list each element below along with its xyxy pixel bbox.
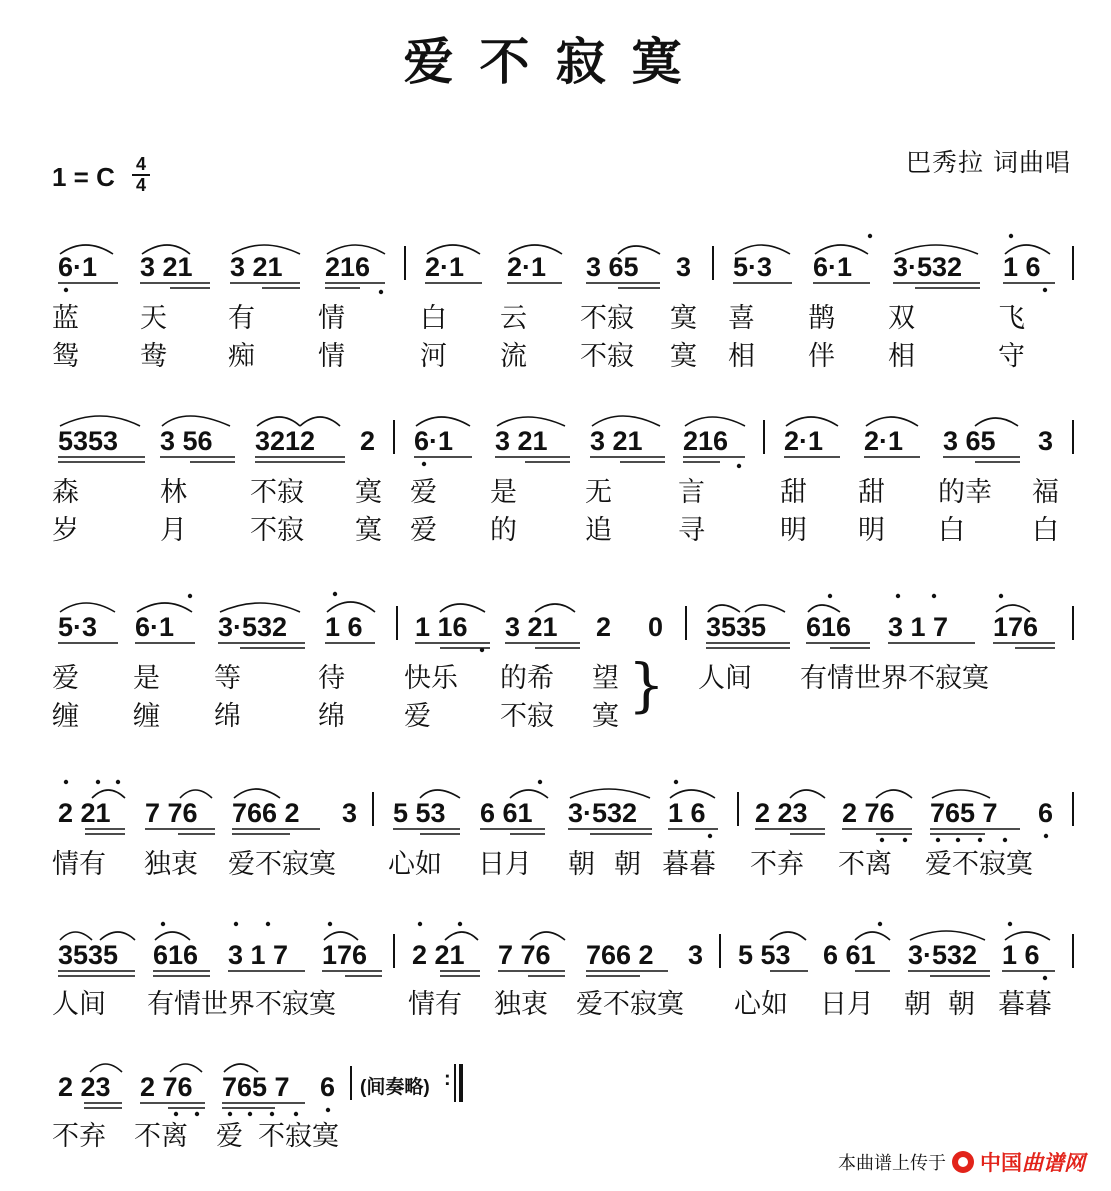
note-group: 3 [342,798,358,828]
note-group: 2·1 [425,252,465,282]
lyric: 是 [490,477,517,508]
lyrics-verse-1 [0,982,1111,1020]
lyric: 不弃 [750,849,804,880]
note-group: 3 56 [160,426,213,456]
note-group: 3 [688,940,704,970]
note-group: 3 21 [495,426,548,456]
note-group: 2 23 [58,1072,111,1102]
note-group: 6 61 [823,940,876,970]
note-group: 3 1 7 [228,940,289,970]
note-group: 6·1 [135,612,175,642]
note-group: 3 21 [505,612,558,642]
lyric: 绵 [214,701,241,732]
lyric: 岁 [52,515,79,546]
notes-row-4 [0,774,1111,828]
lyric: 的希 [500,663,554,694]
note-group: 7 76 [145,798,198,828]
note-group: 3 65 [586,252,639,282]
note-group: 766 2 [232,798,300,828]
lyric: 是 [133,663,160,694]
note-group: 2·1 [864,426,904,456]
note-group: 176 [993,612,1039,642]
logo-text-part-2: 曲谱网 [1022,1151,1085,1175]
lyric: 相 [728,341,755,372]
note-group: 216 [683,426,729,456]
lyric: 言 [678,477,705,508]
lyric: 相 [888,341,915,372]
lyric: 甜 [780,477,807,508]
note-group: 3535 [58,940,119,970]
note-group: 2 [596,612,612,642]
lyric: 绵 [318,701,345,732]
lyrics-verse-1 [0,296,1111,334]
lyric: 爱不寂寞 [925,849,1033,880]
lyric: 情 [318,303,345,334]
site-logo-icon [952,1151,974,1173]
note-group: 6·1 [813,252,853,282]
lyric: 鹊 [808,303,835,334]
lyric: 不寂 [250,477,304,508]
lyric: 快乐 [404,663,458,694]
lyric: 鸳 [52,341,79,372]
note-group: 3·532 [908,940,978,970]
note-group: 2 76 [842,798,895,828]
interlude-note: (间奏略) [360,1077,430,1098]
lyrics-verse-2 [0,334,1111,372]
note-group: 2·1 [507,252,547,282]
note-group: 5·3 [733,252,773,282]
lyric: 的幸 [938,477,992,508]
lyric: 日月 [820,989,874,1020]
key-signature: 1 = C [52,162,115,192]
lyric: 情 [318,341,345,372]
note-group: 3 [676,252,692,282]
lyric: 甜 [858,477,885,508]
lyric: 寞 [670,303,697,334]
lyrics-verse-1 [0,470,1111,508]
lyric: 白 [420,303,447,334]
lyric: 独衷 [144,849,198,880]
lyric: 不寂寞 [258,1121,339,1152]
lyric: 爱 [52,663,79,694]
lyric: 不离 [134,1121,188,1152]
lyric: 喜 [728,303,755,334]
verse-brace: } [628,651,665,719]
lyric: 寞 [355,515,382,546]
lyric: 流 [500,341,527,372]
note-group: 1 6 [1003,252,1041,282]
note-group: 3 [1038,426,1054,456]
time-signature [131,155,151,195]
notes-row-5 [0,916,1111,970]
lyric: 守 [998,341,1025,372]
lyric: 林 [160,477,187,508]
lyric: 不离 [838,849,892,880]
upload-text: 本曲谱上传于 [838,1153,946,1174]
lyric: 等 [214,663,241,694]
lyric: 河 [420,341,447,372]
repeat-dots: : [444,1068,451,1090]
note-group: 1 6 [325,612,363,642]
note-group: 616 [153,940,199,970]
lyric: 云 [500,303,527,334]
note-group: 1 6 [1002,940,1040,970]
lyric: 明 [858,515,885,546]
lyric: 伴 [808,341,835,372]
note-group: 3 21 [140,252,193,282]
note-group: 1 16 [415,612,468,642]
lyric: 缠 [52,701,79,732]
lyric: 寞 [592,701,619,732]
note-group: 3·532 [893,252,963,282]
lyrics-verse-1 [0,656,1111,694]
note-group: 3·532 [568,798,638,828]
lyric: 朝 [904,989,931,1020]
notes-row-6 [0,1048,1111,1102]
note-group: 3 21 [230,252,283,282]
note-group: 765 7 [930,798,998,828]
lyric: 朝 [568,849,595,880]
note-group: 616 [806,612,852,642]
note-group: 216 [325,252,371,282]
lyric: 有情世界不寂寞 [800,663,989,694]
lyric: 有情世界不寂寞 [147,989,336,1020]
note-group: 5·3 [58,612,98,642]
note-group: 6·1 [58,252,98,282]
lyric: 痴 [228,341,255,372]
lyric: 不寂 [250,515,304,546]
lyric: 无 [585,477,612,508]
lyric: 朝 [614,849,641,880]
lyrics-verse-1 [0,1114,1111,1152]
lyric: 不弃 [52,1121,106,1152]
lyric: 独衷 [494,989,548,1020]
note-group: 5353 [58,426,119,456]
lyrics-verse-1 [0,842,1111,880]
lyric: 寞 [355,477,382,508]
lyric: 情有 [408,989,462,1020]
note-group: 176 [322,940,368,970]
lyric: 明 [780,515,807,546]
note-group: 5 53 [738,940,791,970]
lyric: 不寂 [500,701,554,732]
lyric: 福 [1032,477,1059,508]
lyric: 寻 [678,515,705,546]
note-group: 6·1 [414,426,454,456]
note-group: 6 [1038,798,1054,828]
note-group: 2 [360,426,376,456]
lyric: 人间 [698,663,752,694]
lyric: 鸯 [140,341,167,372]
lyric: 追 [585,515,612,546]
note-group: 766 2 [586,940,654,970]
note-group: 3 1 7 [888,612,949,642]
song-title: 爱不寂寞 [403,32,708,91]
time-signature-bottom: 4 [135,175,146,195]
lyric: 爱 [404,701,431,732]
time-signature-top: 4 [135,154,146,174]
lyric: 朝 [948,989,975,1020]
lyric: 人间 [52,989,106,1020]
lyric: 望 [592,663,619,694]
lyric: 情有 [52,849,106,880]
lyric: 不寂 [580,303,634,334]
lyric: 月 [160,515,187,546]
notes-row-2 [0,402,1111,456]
lyric: 爱 [410,477,437,508]
lyric: 飞 [998,303,1025,334]
lyric: 暮暮 [662,849,716,880]
lyric: 天 [140,303,167,334]
note-group: 7 76 [498,940,551,970]
note-group: 3535 [706,612,767,642]
lyric: 寞 [670,341,697,372]
note-group: 3 21 [590,426,643,456]
note-group: 2 21 [412,940,465,970]
lyric: 的 [490,515,517,546]
note-group: 2 21 [58,798,111,828]
lyric: 有 [228,303,255,334]
lyric: 日月 [478,849,532,880]
lyric: 爱 [216,1121,243,1152]
notes-row-1 [0,228,1111,282]
lyric: 心如 [734,989,788,1020]
note-group: 3 65 [943,426,996,456]
lyric: 不寂 [580,341,634,372]
lyric: 暮暮 [998,989,1052,1020]
note-group: 5 53 [393,798,446,828]
lyric: 待 [318,663,345,694]
note-group: 2 23 [755,798,808,828]
logo-text-part-1: 中国 [980,1151,1022,1175]
note-group: 6 [320,1072,336,1102]
lyrics-verse-2 [0,694,1111,732]
lyric: 蓝 [52,303,79,334]
footer-watermark [838,1147,1085,1177]
lyric: 白 [938,515,965,546]
note-group: 2·1 [784,426,824,456]
lyric: 爱 [410,515,437,546]
lyric: 缠 [133,701,160,732]
credit-line: 巴秀拉 词曲唱 [906,148,1071,177]
notes-row-3 [0,588,1111,642]
lyric: 爱不寂寞 [228,849,336,880]
lyrics-verse-2 [0,508,1111,546]
site-logo-text [980,1147,1085,1177]
note-group: 3·532 [218,612,288,642]
lyric: 白 [1032,515,1059,546]
note-group: 765 7 [222,1072,290,1102]
note-group: 2 76 [140,1072,193,1102]
note-group: 0 [648,612,664,642]
lyric: 森 [52,477,79,508]
note-group: 3212 [255,426,316,456]
lyric: 爱不寂寞 [576,989,684,1020]
note-group: 1 6 [668,798,706,828]
note-group: 6 61 [480,798,533,828]
lyric: 双 [888,303,915,334]
lyric: 心如 [388,849,442,880]
